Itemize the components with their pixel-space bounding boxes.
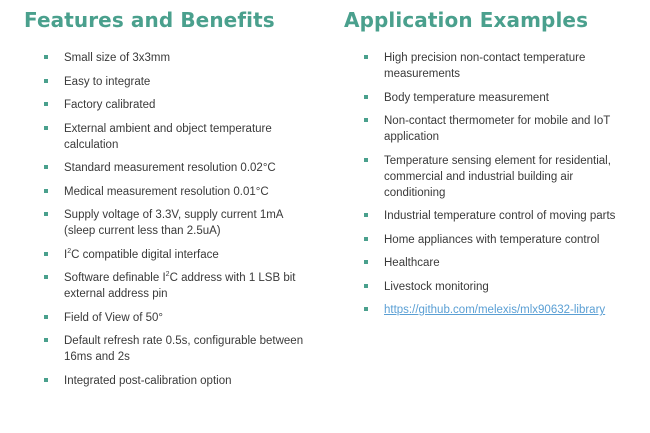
square-bullet-icon: [44, 189, 48, 193]
feature-item: [24, 121, 304, 153]
applications-heading: Application Examples: [344, 8, 589, 32]
application-item-text: Home appliances with temperature control: [384, 233, 600, 246]
feature-item-text: Integrated post-calibration option: [64, 374, 232, 387]
feature-item-text: External ambient and object temperature calculation: [64, 122, 272, 151]
text-segment: C compatible digital interface: [71, 248, 219, 261]
text-segment: Software definable I: [64, 272, 166, 284]
features-list: [24, 50, 304, 396]
square-bullet-icon: [364, 118, 368, 122]
feature-item: [24, 74, 304, 90]
feature-item-text: Easy to integrate: [64, 75, 151, 88]
application-item-text: [384, 304, 605, 316]
feature-item-text: Small size of 3x3mm: [64, 52, 171, 64]
feature-item-text: Factory calibrated: [64, 99, 156, 111]
square-bullet-icon: [44, 165, 48, 169]
feature-item: [24, 333, 304, 365]
text-segment: I: [64, 248, 68, 261]
square-bullet-icon: [364, 260, 368, 264]
square-bullet-icon: [44, 79, 48, 83]
square-bullet-icon: [44, 338, 48, 342]
square-bullet-icon: [44, 55, 48, 59]
square-bullet-icon: [364, 95, 368, 99]
application-item-text: Temperature sensing element for residential, commercial and industrial building air conditioning: [384, 154, 611, 199]
square-bullet-icon: [364, 237, 368, 241]
feature-item: [24, 97, 304, 113]
square-bullet-icon: [44, 315, 48, 319]
application-item: [344, 50, 634, 82]
feature-item: [24, 207, 304, 239]
square-bullet-icon: [364, 213, 368, 217]
feature-item: [24, 310, 304, 326]
feature-item-text: Medical measurement resolution 0.01°C: [64, 185, 269, 198]
square-bullet-icon: [44, 252, 48, 256]
square-bullet-icon: [44, 126, 48, 130]
feature-item-text: Default refresh rate 0.5s, configurable between 16ms and 2s: [64, 335, 304, 363]
application-item-text: Healthcare: [384, 257, 440, 269]
application-item-text: Body temperature measurement: [384, 91, 549, 104]
superscript: 2: [165, 271, 170, 279]
feature-item-text: [64, 249, 219, 261]
application-item: [344, 113, 634, 145]
feature-item: [24, 373, 304, 389]
square-bullet-icon: [364, 55, 368, 59]
square-bullet-icon: [364, 307, 368, 311]
feature-item-text: [64, 272, 295, 300]
square-bullet-icon: [44, 275, 48, 279]
application-item: [344, 302, 634, 318]
application-item: [344, 255, 634, 271]
application-item: [344, 90, 634, 106]
feature-item: [24, 184, 304, 200]
feature-item: [24, 160, 304, 176]
square-bullet-icon: [44, 378, 48, 382]
feature-item-text: Field of View of 50°: [64, 311, 163, 324]
application-item: [344, 279, 634, 295]
square-bullet-icon: [44, 102, 48, 106]
square-bullet-icon: [364, 284, 368, 288]
application-item: [344, 208, 634, 224]
text-segment: C address with 1 LSB bit external address pin: [64, 272, 296, 300]
applications-list: [344, 50, 634, 326]
github-link[interactable]: https://github.com/melexis/mlx90632-library: [384, 304, 606, 316]
application-item-text: High precision non-contact temperature measurements: [384, 52, 586, 80]
application-item: [344, 153, 634, 201]
features-heading: Features and Benefits: [24, 8, 275, 32]
feature-item-text: Supply voltage of 3.3V, supply current 1mA (sleep current less than 2.5uA): [64, 209, 283, 237]
application-item-text: Industrial temperature control of moving parts: [384, 210, 616, 222]
square-bullet-icon: [44, 212, 48, 216]
application-item: [344, 232, 634, 248]
feature-item: [24, 270, 304, 302]
application-item-text: Non-contact thermometer for mobile and IoT application: [384, 115, 611, 143]
square-bullet-icon: [364, 158, 368, 162]
superscript: 2: [67, 247, 72, 255]
feature-item: [24, 247, 304, 263]
feature-item-text: Standard measurement resolution 0.02°C: [64, 162, 276, 174]
feature-item: [24, 50, 304, 66]
application-item-text: Livestock monitoring: [384, 280, 489, 293]
